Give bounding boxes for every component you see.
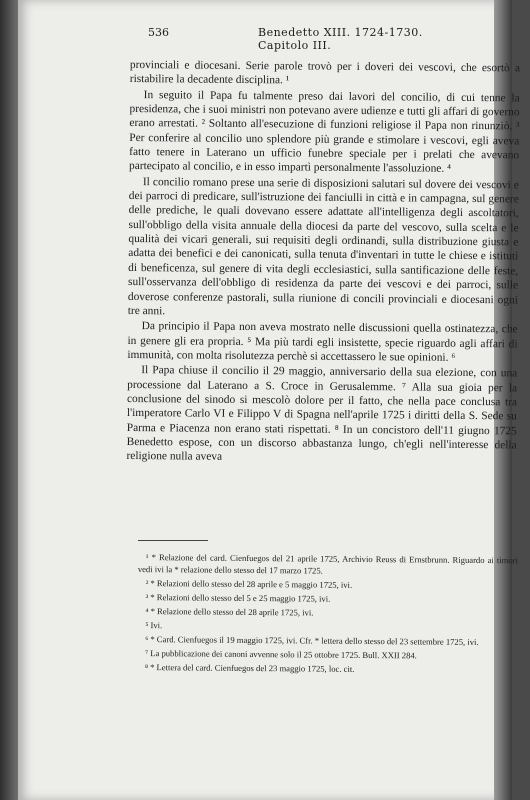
page-header <box>148 26 442 52</box>
footnote: ⁶ * Card. Cienfuegos il 19 maggio 1725, ivi. Cfr. * lettera dello stesso del 23 settembre 1725, ivi. <box>145 634 479 648</box>
footnote: ³ * Relazioni dello stesso del 5 e 25 maggio 1725, ivi. <box>145 591 331 604</box>
footnote: ⁷ La pubblicazione dei canoni avvenne solo il 25 ottobre 1725. Bull. XXII 284. <box>145 648 417 661</box>
running-title: Benedetto XIII. 1724-1730. Capitolo III. <box>258 26 423 52</box>
footnote: ⁸ * Lettera del card. Cienfuegos del 23 maggio 1725, loc. cit. <box>144 662 355 675</box>
footnote: ¹ * Relazione del card. Cienfuegos del 21 aprile 1725, Archivio Reuss di Ernstbrunn. Riguardo ai timori vedi ivi la * relazione dello stesso del 17 marzo 1725. <box>137 552 518 576</box>
page-number: 536 <box>148 26 169 39</box>
footnote-separator <box>138 540 208 541</box>
footnote: ⁵ Ivi. <box>145 620 163 631</box>
footnote: ² * Relazioni dello stesso del 28 aprile e 5 maggio 1725, ivi. <box>145 577 353 590</box>
paragraph: Da principio il Papa non aveva mostrato nelle discussioni quella ostinatezza, che in genere gli era propria. ⁵ Ma più tardi egli insistette, specie riguardo agli affari di immunità, con molta risolutezza perchè si accettassero le sue opinioni. ⁶ <box>127 320 518 364</box>
paragraph: Il Papa chiuse il concilio il 29 maggio, anniversario della sua elezione, con una processione dal Laterano a S. Croce in Gerusalemme. ⁷ Alla sua gioia per la conclusione del sinodo si mescolò dolore per il fatto, che nella pace conclusa tra l'imperatore Carlo VI e Filippo V di Spagna nell'aprile 1725 i diritti della S. Sede su Parma e Piacenza non erano stati rispettati. ⁸ In un concistoro dell'11 giugno 1725 Benedetto espose, con un discorso abbastanza lungo, ch'egli nell'interesse della religione nulla aveva <box>126 364 518 464</box>
book-page <box>18 0 520 800</box>
book-gutter <box>0 0 18 800</box>
paragraph: In seguito il Papa fu talmente preso dai lavori del concilio, di cui tenne la presidenza, che i suoi ministri non potevano avere udienze e tutti gli affari di governo erano arrestati. ² Soltanto all'esecuzione di funzioni religiose il Papa non rinunziò. ³ Per conferire al concilio uno splendore più grande e stimolare i vescovi, egli aveva fatto tenere in Laterano un ufficio funebre speciale per i prelati che avevano partecipato al concilio, e in esso impartì personalmente l'assoluzione. ⁴ <box>129 88 520 176</box>
body-text <box>126 58 520 467</box>
footnote: ⁴ * Relazione dello stesso del 28 aprile 1725, ivi. <box>145 605 314 618</box>
footnotes <box>137 552 518 680</box>
paragraph: provinciali e diocesani. Serie parole trovò per i doveri dei vescovi, che esortò a ristabilire la decadente disciplina. ¹ <box>129 58 520 87</box>
paragraph: Il concilio romano prese una serie di disposizioni salutari sul dovere dei vescovi e dei parroci di predicare, sull'istruzione dei fanciulli in città e in campagna, sul genere delle prediche, le quali dovevano essere adattate all'intelligenza degli ascoltatori, sull'obbligo della visita annuale della diocesi da parte del vescovo, sulla scelta e le qualità dei vicari generali, sui requisiti degli ordinandi, sulla distribuzione giusta e adatta dei benefici e dei canonicati, sulla tenuta d'inventari in tutte le chiese e istituti di beneficenza, sul genere di vita degli ecclesiastici, sulla santificazione delle feste, sull'osservanza dell'obbligo di residenza da parte dei vescovi e dei parroci, sulle doverose conferenze pastorali, sulla riunione di concili provinciali e diocesani ogni tre anni. <box>127 175 519 318</box>
